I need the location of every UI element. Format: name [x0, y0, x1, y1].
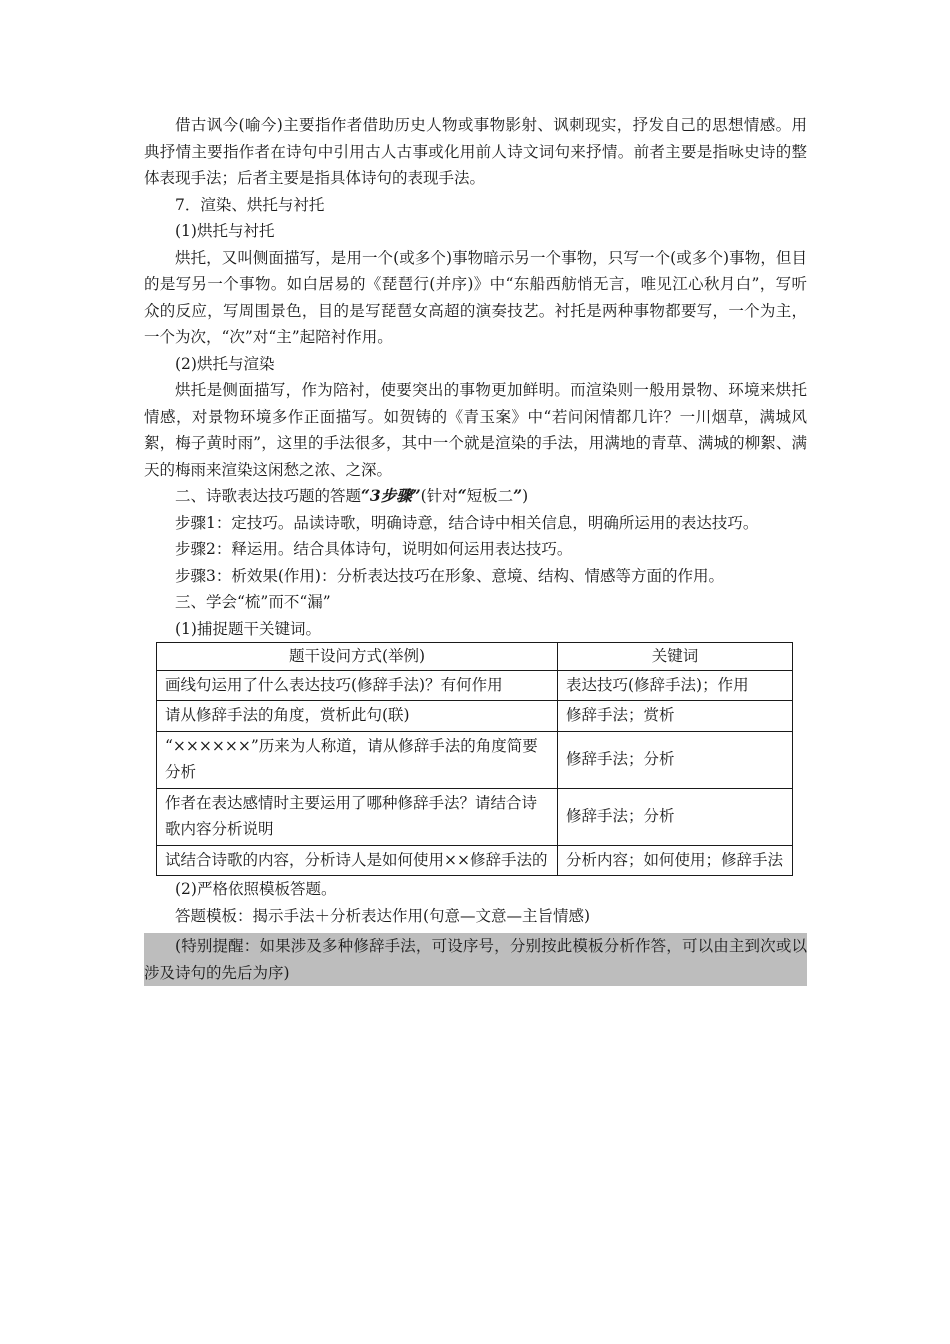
table-cell: 表达技巧(修辞手法)；作用: [558, 670, 793, 701]
table-row: [157, 845, 793, 876]
table-header: 题干设问方式(举例): [157, 643, 558, 671]
table-cell: 修辞手法；分析: [558, 731, 793, 788]
heading-quote: “: [457, 486, 467, 505]
table-cell: 试结合诗歌的内容，分析诗人是如何使用××修辞手法的: [157, 845, 558, 876]
table-cell: 请从修辞手法的角度，赏析此句(联): [157, 701, 558, 732]
document-body: [144, 112, 807, 986]
step-3: 步骤3：析效果(作用)：分析表达技巧在形象、意境、结构、情感等方面的作用。: [175, 566, 724, 585]
heading-text: ): [522, 487, 529, 505]
step-2: 步骤2：释运用。结合具体诗句，说明如何运用表达技巧。: [175, 540, 573, 558]
table-cell: 修辞手法；分析: [558, 788, 793, 845]
heading-7: 7．渲染、烘托与衬托: [175, 195, 325, 214]
table-cell: 画线句运用了什么表达技巧(修辞手法)？有何作用: [157, 670, 558, 701]
subheading-2: (2)烘托与渲染: [175, 354, 275, 373]
heading-text: 二、诗歌表达技巧题的答题: [175, 487, 362, 505]
paragraph-xuanran: 烘托是侧面描写，作为陪衬，使要突出的事物更加鲜明。而渲染则一般用景物、环境来烘托情感，对景物环境多作正面描写。如贺铸的《青玉案》中“若问闲情都几许？一川烟草，满城风絮，梅子黄时雨”，这里的手法很多，其中一个就是渲染的手法，用满地的青草、满城的柳絮、满天的梅雨来渲染这闲愁之浓、之深。: [144, 381, 807, 479]
heading-text: 短板二: [466, 487, 514, 505]
subheading-4: (2)严格依照模板答题。: [175, 880, 337, 898]
subheading-3: (1)捕捉题干关键词。: [175, 619, 321, 638]
special-tip: (特别提醒：如果涉及多种修辞手法，可设序号，分别按此模板分析作答，可以由主到次或以涉及诗句的先后为序): [144, 933, 807, 986]
heading-emphasis: “3步骤”: [361, 486, 421, 505]
paragraph-hongtuo: 烘托，又叫侧面描写，是用一个(或多个)事物暗示另一个事物，只写一个(或多个)事物，但目的是写另一个事物。如白居易的《琵琶行(并序)》中“东船西舫悄无言，唯见江心秋月白”，写听众的反应，写周围景色，目的是写琵琶女高超的演奏技艺。衬托是两种事物都要写，一个为主，一个为次，“次”对“主”起陪衬作用。: [144, 248, 807, 346]
table-row: [157, 788, 793, 845]
table-row: [157, 731, 793, 788]
paragraph-allusion: 借古讽今(喻今)主要指作者借助历史人物或事物影射、讽刺现实，抒发自己的思想情感。用典抒情主要指作者在诗句中引用古人古事或化用前人诗文词句来抒情。前者主要是指咏史诗的整体表现手法；后者主要是指具体诗句的表现手法。: [144, 116, 807, 187]
table-cell: 作者在表达感情时主要运用了哪种修辞手法？请结合诗歌内容分析说明: [157, 788, 558, 845]
subheading-1: (1)烘托与衬托: [175, 222, 275, 240]
step-1: 步骤1：定技巧。品读诗歌，明确诗意，结合诗中相关信息，明确所运用的表达技巧。: [175, 513, 759, 532]
table-row: [157, 701, 793, 732]
heading-text: (针对: [420, 487, 458, 505]
table-row: [157, 670, 793, 701]
table-header: 关键词: [558, 643, 793, 671]
heading-section-2: [144, 483, 807, 510]
answer-template: 答题模板：揭示手法＋分析表达作用(句意—文意—主旨情感): [175, 906, 591, 925]
heading-quote: ”: [513, 486, 523, 505]
table-cell: “××××××”历来为人称道，请从修辞手法的角度简要分析: [157, 731, 558, 788]
table-header-row: [157, 643, 793, 671]
table-cell: 分析内容；如何使用；修辞手法: [558, 845, 793, 876]
table-cell: 修辞手法；赏析: [558, 701, 793, 732]
keyword-table: [156, 642, 793, 876]
heading-section-3: 三、学会“梳”而不“漏”: [175, 593, 331, 611]
